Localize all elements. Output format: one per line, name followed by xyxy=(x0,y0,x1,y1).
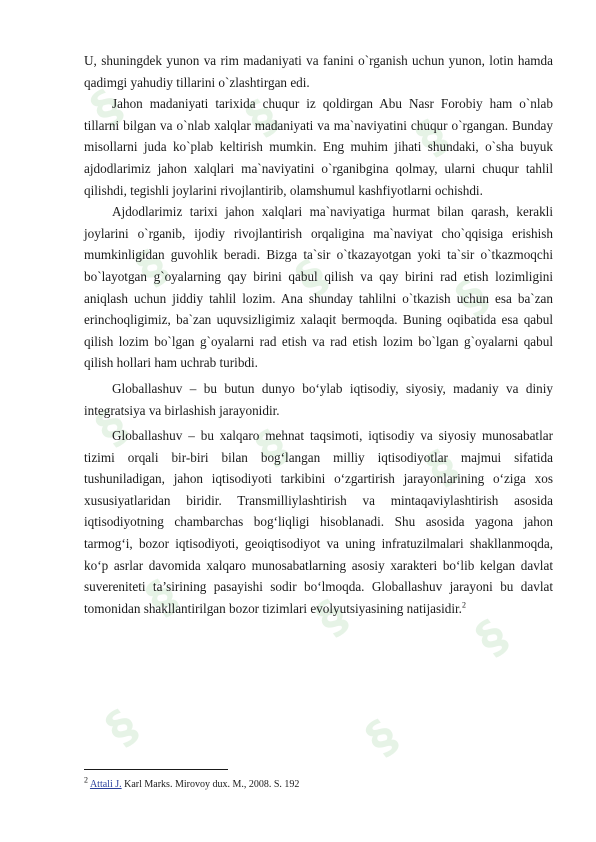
body-text xyxy=(84,50,553,619)
watermark-mark: § xyxy=(245,418,298,476)
watermark-mark: § xyxy=(415,438,468,496)
watermark-mark: § xyxy=(445,268,498,326)
watermark-mark: § xyxy=(285,248,338,306)
watermark-mark: § xyxy=(405,108,458,166)
paragraph: U, shuningdek yunon va rim madaniyati va fanini o`rganish uchun yunon, lotin hamda qadimgi yahudiy tillarini o`zlashtirgan edi. xyxy=(84,53,553,90)
paragraph: Jahon madaniyati tarixida chuqur iz qoldirgan Abu Nasr Forobiy ham o`nlab tillarni bilgan va o`nlab xalqlar madaniyati va ma`naviyatini chuqur o`rgangan. Bunday misollarni juda ko`plab keltirish mumkin. Eng muhim jihati shundaki, o`sha buyuk ajdodlarimiz jahon xalqlari ma`naviyatini o`rganibgina qolmay, ularni chuqur tahlil qilishdi, tegishli joylarini rivojlantirib, olamshumul kashfiyotlarni ochishdi. xyxy=(84,96,553,198)
watermark-mark: § xyxy=(80,78,133,136)
watermark-mark: § xyxy=(95,698,148,756)
footnote-author-link[interactable]: Attali J. xyxy=(89,779,122,790)
footnote-number: 2 xyxy=(84,775,88,785)
paragraph: Globallashuv – bu butun dunyo bo‘ylab iqtisodiy, siyosiy, madaniy va diniy integratsiya va birlashish jarayonidir. xyxy=(84,380,553,418)
watermark-mark: § xyxy=(125,238,178,296)
footnote-divider xyxy=(84,769,228,770)
watermark-mark: § xyxy=(85,398,138,456)
watermark-mark: § xyxy=(135,568,188,626)
paragraph-text: Globallashuv – bu xalqaro mehnat taqsimoti, iqtisodiy va siyosiy munosabatlar tizimi orqali bir-biri bilan bog‘langan milliy iqtisodiyotlar majmui sifatida tushuniladigan, jahon iqtisodiyoti tarkibini o‘zgartirish jarayonlarining o‘ziga xos xususiyatlaridan biridir. Transmilliylashtirish va mintaqaviylashtirish asosida iqtisodiyotning chambarchas bog‘liqligi hisoblanadi. Shu asosida yagona jahon tarmog‘i, bozor iqtisodiyoti, geoiqtisodiyot va uning infratuzilmalari shakllanmoqda, ko‘p asrlar davomida xalqaro munosabatlarning asosiy xarakteri bo‘lib kelgan davlat suvereniteti ta’sirining pasayishi sodir bo‘lmoqda. Globallashuv jarayoni bu davlat tomonidan shakllantirilgan bozor tizimlari evolyutsiyasining natijasidir. xyxy=(84,428,553,616)
watermark-mark: § xyxy=(355,708,408,766)
footnote-ref: 2 xyxy=(461,600,466,610)
watermark-mark: § xyxy=(235,88,288,146)
paragraph xyxy=(84,425,553,619)
paragraph: Ajdodlarimiz tarixi jahon xalqlari ma`naviyatiga hurmat bilan qarash, kerakli joylarini o`rganib, ijodiy rivojlantirish orqaligina ma`naviyat cho`qqisiga erishish mumkinligidan guvohlik beradi. Bizga ta`sir o`tkazayotgan yoki ta`sir o`tkazmoqchi bo`layotgan g`oyalarning qay birini qabul qilish va qay birini rad etish lozimligini aniqlash uchun jiddiy tahlil lozim. Ana shunday tahlilni o`tkazish uchun esa ba`zan erinchoqligimiz, ba`zan uquvsizligimiz xalaqit bermoqda. Buning oqibatida esa qabul qilish lozim bo`lgan g`oyalarni rad etish va rad etish lozim bo`lgan g`oyalarni qabul qilish hollari ham uchrab turibdi. xyxy=(84,204,553,371)
watermark-mark: § xyxy=(465,608,518,666)
footnote xyxy=(84,775,553,792)
watermark-mark: § xyxy=(305,588,358,646)
footnote-source: Karl Marks. Mirovoy dux. M., 2008. S. 192 xyxy=(121,779,300,790)
